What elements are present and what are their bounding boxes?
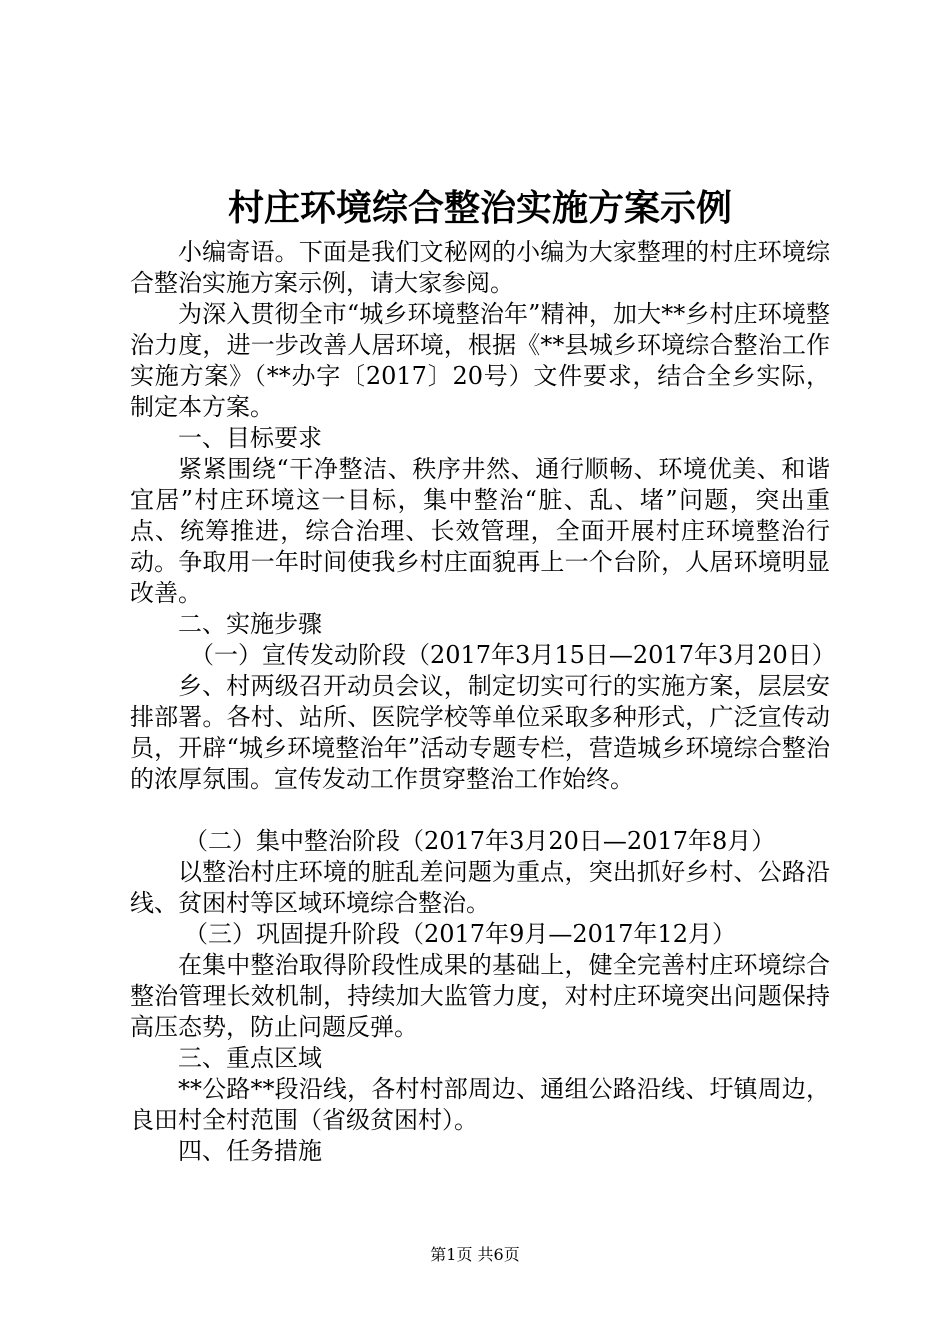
section-heading-areas: 三、重点区域 [178, 1044, 322, 1072]
section-heading-goals: 一、目标要求 [178, 424, 322, 452]
page-footer: 第1页 共6页 [430, 1245, 520, 1264]
paragraph-consolidate: 在集中整治取得阶段性成果的基础上，健全完善村庄环境综合整治管理长效机制，持续加大监管力度，对村庄环境突出问题保持高压态势，防止问题反弹。 [130, 951, 830, 1041]
step-heading-consolidate: （三）巩固提升阶段（2017年9月—2017年12月） [184, 920, 736, 948]
section-heading-measures: 四、任务措施 [178, 1137, 322, 1165]
step-heading-concentrated: （二）集中整治阶段（2017年3月20日—2017年8月） [184, 827, 776, 855]
paragraph-concentrated: 以整治村庄环境的脏乱差问题为重点，突出抓好乡村、公路沿线、贫困村等区域环境综合整治。 [130, 858, 830, 917]
paragraph-goals: 紧紧围绕“干净整洁、秩序井然、通行顺畅、环境优美、和谐宜居”村庄环境这一目标，集中整治“脏、乱、堵”问题，突出重点、统筹推进，综合治理、长效管理，全面开展村庄环境整治行动。争取用一年时间使我乡村庄面貌再上一个台阶，人居环境明显改善。 [130, 455, 830, 607]
document-title: 村庄环境综合整治实施方案示例 [227, 187, 732, 229]
paragraph-publicity: 乡、村两级召开动员会议，制定切实可行的实施方案，层层安排部署。各村、站所、医院学校等单位采取多种形式，广泛宣传动员，开辟“城乡环境整治年”活动专题专栏，营造城乡环境综合整治的浓厚氛围。宣传发动工作贯穿整治工作始终。 [130, 672, 830, 793]
paragraph-areas: **公路**段沿线，各村村部周边、通组公路沿线、圩镇周边，良田村全村范围（省级贫困村）。 [130, 1075, 830, 1134]
section-heading-steps: 二、实施步骤 [178, 610, 322, 638]
step-heading-publicity: （一）宣传发动阶段（2017年3月15日—2017年3月20日） [190, 641, 836, 669]
paragraph-intro: 小编寄语。下面是我们文秘网的小编为大家整理的村庄环境综合整治实施方案示例，请大家参阅。 [130, 238, 830, 297]
document-page [130, 183, 836, 1167]
paragraph-preamble: 为深入贯彻全市“城乡环境整治年”精神，加大**乡村庄环境整治力度，进一步改善人居环境，根据《**县城乡环境综合整治工作实施方案》（**办字〔2017〕20号）文件要求，结合全乡实际，制定本方案。 [130, 300, 830, 421]
